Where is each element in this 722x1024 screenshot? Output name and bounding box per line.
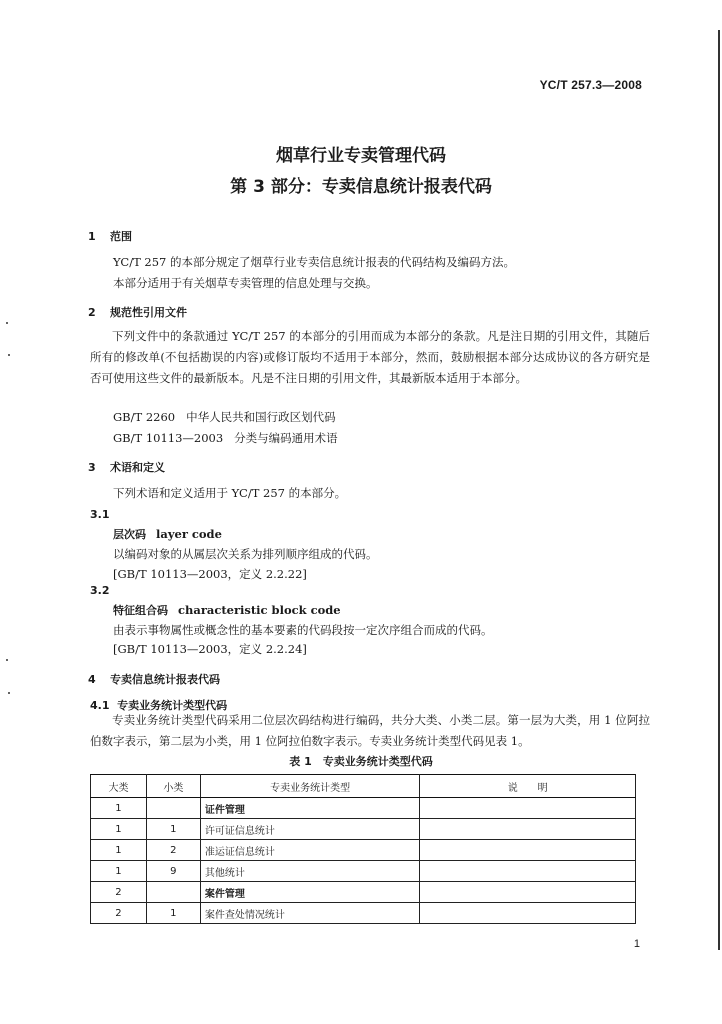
cell-major: 1 — [91, 798, 147, 819]
table-row — [91, 861, 636, 882]
term-english: characteristic block code — [178, 603, 341, 617]
cell-type: 案件查处情况统计 — [200, 903, 420, 924]
cell-note — [420, 903, 636, 924]
cell-type: 准运证信息统计 — [200, 840, 420, 861]
section-heading-normative-references — [88, 304, 187, 320]
cell-type: 证件管理 — [200, 798, 420, 819]
cell-type: 案件管理 — [200, 882, 420, 903]
cell-minor: 1 — [146, 903, 200, 924]
scope-paragraph-1: YC/T 257 的本部分规定了烟草行业专卖信息统计报表的代码结构及编码方法。 — [113, 255, 515, 269]
cell-minor — [146, 882, 200, 903]
section-number: 4 — [88, 673, 96, 686]
section-number: 1 — [88, 230, 96, 243]
term-definition: 以编码对象的从属层次关系为排列顺序组成的代码。 — [113, 547, 378, 561]
section-title: 规范性引用文件 — [110, 306, 187, 319]
document-title: 烟草行业专卖管理代码 — [276, 146, 446, 166]
section-title: 术语和定义 — [110, 461, 165, 474]
section-number: 2 — [88, 306, 96, 319]
section-heading-statistics-codes — [88, 671, 220, 687]
cell-type: 许可证信息统计 — [200, 819, 420, 840]
table-row — [91, 840, 636, 861]
table-row — [91, 819, 636, 840]
page-number: 1 — [633, 938, 640, 950]
cell-minor — [146, 798, 200, 819]
cell-minor: 9 — [146, 861, 200, 882]
scan-speck — [6, 322, 8, 324]
standard-code: YC/T 257.3—2008 — [539, 78, 642, 92]
section-title: 专卖信息统计报表代码 — [110, 673, 220, 686]
scope-paragraph-2: 本部分适用于有关烟草专卖管理的信息处理与交换。 — [113, 276, 378, 290]
table-row — [91, 798, 636, 819]
reference-code: GB/T 10113—2003 — [113, 431, 224, 445]
cell-note — [420, 861, 636, 882]
cell-note — [420, 798, 636, 819]
scan-edge-line — [718, 30, 720, 950]
cell-note — [420, 882, 636, 903]
cell-major: 1 — [91, 840, 147, 861]
statistics-type-paragraph: 专卖业务统计类型代码采用二位层次码结构进行编码，共分大类、小类二层。第一层为大类，用 1 位阿拉伯数字表示，第二层为小类，用 1 位阿拉伯数字表示。专卖业务统计类型代码见表 1。 — [90, 713, 650, 748]
cell-note — [420, 840, 636, 861]
table-row — [91, 903, 636, 924]
section-heading-terms — [88, 459, 165, 475]
reference-item-1 — [113, 410, 336, 425]
term-english: layer code — [156, 527, 222, 541]
table-caption: 表 1 专卖业务统计类型代码 — [289, 755, 433, 768]
scan-speck — [8, 354, 10, 356]
term-source: [GB/T 10113—2003，定义 2.2.24] — [113, 642, 307, 656]
header-major-class: 大类 — [91, 775, 147, 798]
cell-major: 1 — [91, 819, 147, 840]
cell-major: 1 — [91, 861, 147, 882]
cell-minor: 2 — [146, 840, 200, 861]
subsection-number: 4.1 — [90, 699, 110, 712]
table-row — [91, 882, 636, 903]
scan-speck — [6, 659, 8, 661]
references-paragraph: 下列文件中的条款通过 YC/T 257 的本部分的引用而成为本部分的条款。凡是注日期的引用文件，其随后所有的修改单(不包括勘误的内容)或修订版均不适用于本部分，然而，鼓励根据本部分达成协议的各方研究是否可使用这些文件的最新版本。凡是不注日期的引用文件，其最新版本适用于本部分。 — [90, 329, 650, 385]
cell-minor: 1 — [146, 819, 200, 840]
terms-paragraph: 下列术语和定义适用于 YC/T 257 的本部分。 — [113, 486, 347, 500]
reference-item-2 — [113, 431, 338, 446]
document-subtitle: 第 3 部分：专卖信息统计报表代码 — [230, 177, 492, 197]
cell-major: 2 — [91, 882, 147, 903]
reference-title: 分类与编码通用术语 — [234, 431, 338, 445]
term-number: 3.1 — [90, 508, 110, 521]
statistics-type-table — [90, 774, 636, 924]
header-statistics-type: 专卖业务统计类型 — [200, 775, 420, 798]
term-source: [GB/T 10113—2003，定义 2.2.22] — [113, 567, 307, 581]
header-minor-class: 小类 — [146, 775, 200, 798]
term-entry-characteristic-block-code — [113, 603, 341, 618]
section-title: 范围 — [110, 230, 132, 243]
term-chinese: 特征组合码 — [113, 604, 168, 617]
table-header-row — [91, 775, 636, 798]
cell-major: 2 — [91, 903, 147, 924]
subsection-title: 专卖业务统计类型代码 — [117, 699, 228, 712]
reference-title: 中华人民共和国行政区划代码 — [186, 410, 336, 424]
term-entry-layer-code — [113, 527, 222, 542]
section-heading-scope — [88, 228, 132, 244]
term-chinese: 层次码 — [113, 528, 146, 541]
cell-type: 其他统计 — [200, 861, 420, 882]
scan-speck — [8, 692, 10, 694]
section-number: 3 — [88, 461, 96, 474]
term-definition: 由表示事物属性或概念性的基本要素的代码段按一定次序组合而成的代码。 — [113, 623, 493, 637]
header-description: 说 明 — [420, 775, 636, 798]
term-number: 3.2 — [90, 584, 110, 597]
cell-note — [420, 819, 636, 840]
reference-code: GB/T 2260 — [113, 410, 176, 424]
